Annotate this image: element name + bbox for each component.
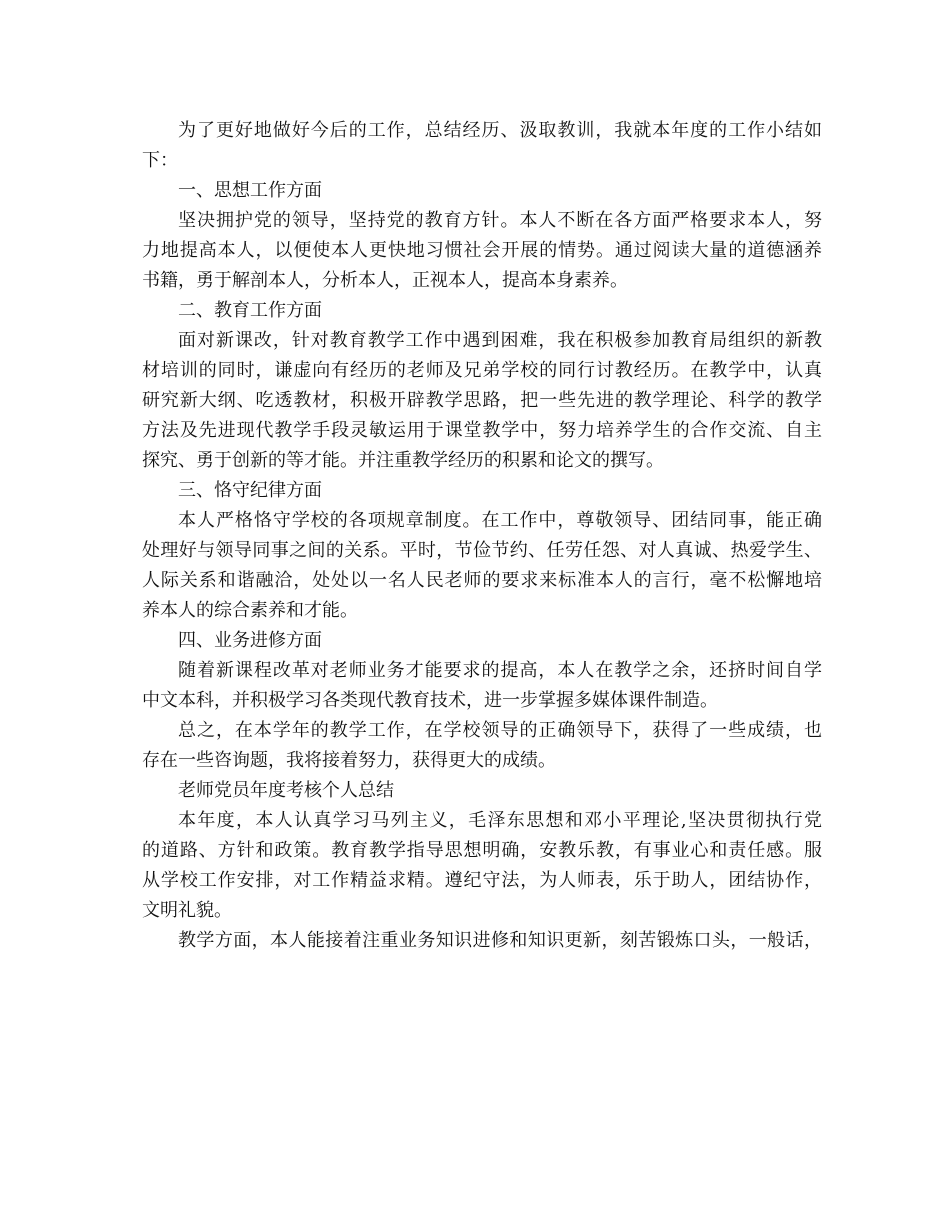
paragraph-line: 人际关系和谐融洽，处处以一名人民老师的要求来标准本人的言行，毫不松懈地培 bbox=[142, 570, 822, 591]
paragraph-line: 养本人的综合素养和才能。 bbox=[142, 600, 358, 621]
paragraph-line: 材培训的同时，谦虚向有经历的老师及兄弟学校的同行讨教经历。在教学中，认真 bbox=[142, 360, 822, 381]
document-body bbox=[142, 116, 822, 956]
document-subtitle: 老师党员年度考核个人总结 bbox=[178, 780, 394, 801]
paragraph-line: 本年度，本人认真学习马列主义，毛泽东思想和邓小平理论,坚决贯彻执行党 bbox=[178, 810, 822, 831]
section-heading: 四、业务进修方面 bbox=[178, 630, 322, 651]
paragraph-line: 下： bbox=[142, 150, 178, 171]
section-heading: 三、恪守纪律方面 bbox=[178, 480, 322, 501]
paragraph-line: 随着新课程改革对老师业务才能要求的提高，本人在教学之余，还挤时间自学 bbox=[178, 660, 822, 681]
paragraph-line: 中文本科，并积极学习各类现代教育技术，进一步掌握多媒体课件制造。 bbox=[142, 690, 718, 711]
paragraph-line: 书籍，勇于解剖本人，分析本人，正视本人，提高本身素养。 bbox=[142, 270, 628, 291]
paragraph-line: 总之，在本学年的教学工作，在学校领导的正确领导下，获得了一些成绩，也 bbox=[178, 720, 822, 741]
paragraph-line: 面对新课改，针对教育教学工作中遇到困难，我在积极参加教育局组织的新教 bbox=[178, 330, 822, 351]
paragraph-line: 坚决拥护党的领导，坚持党的教育方针。本人不断在各方面严格要求本人，努 bbox=[178, 210, 822, 231]
paragraph-line: 教学方面，本人能接着注重业务知识进修和知识更新，刻苦锻炼口头，一般话， bbox=[178, 930, 822, 951]
paragraph-line: 本人严格恪守学校的各项规章制度。在工作中，尊敬领导、团结同事，能正确 bbox=[178, 510, 822, 531]
section-heading: 二、教育工作方面 bbox=[178, 300, 322, 321]
paragraph-line: 探究、勇于创新的等才能。并注重教学经历的积累和论文的撰写。 bbox=[142, 450, 664, 471]
paragraph-line: 方法及先进现代教学手段灵敏运用于课堂教学中，努力培养学生的合作交流、自主 bbox=[142, 420, 822, 441]
paragraph-line: 文明礼貌。 bbox=[142, 900, 232, 921]
paragraph-line: 处理好与领导同事之间的关系。平时，节俭节约、任劳任怨、对人真诚、热爱学生、 bbox=[142, 540, 822, 561]
paragraph-line: 力地提高本人，以便使本人更快地习惯社会开展的情势。通过阅读大量的道德涵养 bbox=[142, 240, 822, 261]
paragraph-line: 的道路、方针和政策。教育教学指导思想明确，安教乐教，有事业心和责任感。服 bbox=[142, 840, 822, 861]
paragraph-line: 研究新大纲、吃透教材，积极开辟教学思路，把一些先进的教学理论、科学的教学 bbox=[142, 390, 822, 411]
paragraph-line: 从学校工作安排，对工作精益求精。遵纪守法，为人师表，乐于助人，团结协作， bbox=[142, 870, 822, 891]
paragraph-line: 为了更好地做好今后的工作，总结经历、汲取教训，我就本年度的工作小结如 bbox=[178, 120, 822, 141]
paragraph-line: 存在一些咨询题，我将接着努力，获得更大的成绩。 bbox=[142, 750, 556, 771]
section-heading: 一、思想工作方面 bbox=[178, 180, 322, 201]
